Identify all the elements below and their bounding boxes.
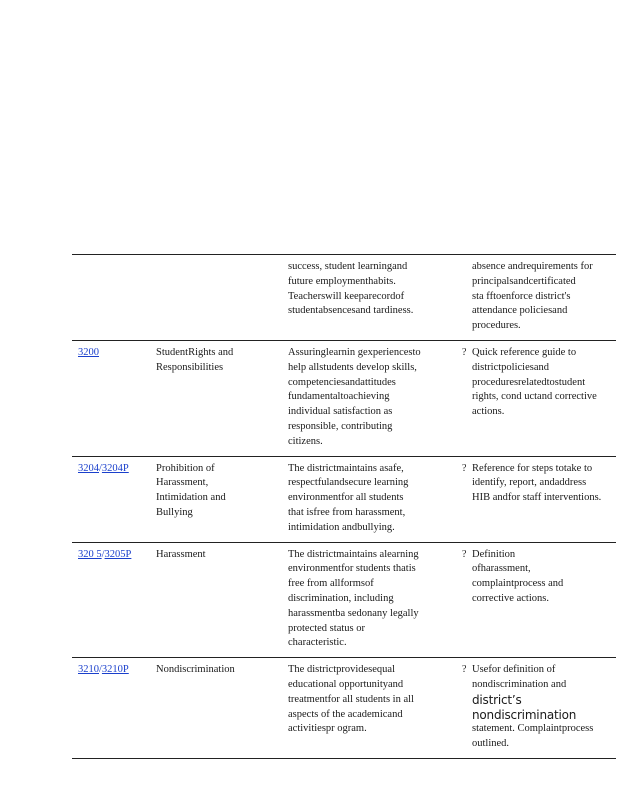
policy-code-link[interactable]: 3210 (78, 664, 99, 676)
purpose-cell: ? Definition ofharassment, complaintprocess and corrective actions. (462, 543, 616, 658)
description-cell: The districtprovidesequal educational opportunityand treatmentfor all students in all aspects of the academicand activitiespr ogram. (288, 664, 414, 735)
purpose-cell: absence andrequirements for principalsandcertificated sta fftoenforce district's attendance policiesand procedures. (472, 261, 593, 332)
code-separator: / (99, 664, 102, 676)
title-cell: StudentRights and Responsibilities (156, 346, 234, 373)
policy-code-link[interactable]: 3204 (78, 462, 99, 474)
title-cell: Harassment (156, 548, 206, 560)
table-row (72, 658, 616, 759)
policy-code-cell (72, 543, 156, 658)
bullet-glyph: ? (462, 548, 467, 560)
bullet-glyph: ? (462, 346, 467, 358)
table-row (72, 543, 616, 659)
description-cell: success, student learningand future employmenthabits. Teacherswill keeparecordof studentabsencesand tardiness. (288, 261, 414, 317)
table-row (72, 457, 616, 543)
procedure-code-link[interactable]: 3205P (104, 548, 132, 560)
policy-table (72, 254, 616, 759)
title-cell: Nondiscrimination (156, 664, 235, 676)
policy-code-cell (72, 457, 156, 542)
policy-code-link[interactable]: 320 5 (78, 548, 102, 560)
policy-code-link[interactable]: 3200 (78, 346, 99, 358)
description-cell: The districtmaintains asafe, respectfulandsecure learning environmentfor all students that isfree from harassment, intimidation andbullying. (288, 462, 409, 533)
bullet-glyph: ? (462, 462, 467, 474)
code-separator: / (99, 462, 102, 474)
code-separator: / (101, 548, 105, 560)
policy-code-cell (72, 658, 156, 758)
procedure-code-link[interactable]: 3204P (101, 462, 129, 474)
code-cell (72, 255, 156, 340)
description-cell: The districtmaintains alearning environmentfor students thatis free from allformsof discrimination, including harassmentba sedonany legally protected status or characteristic. (288, 548, 419, 649)
description-cell: Assuringlearnin gexperiencesto help allstudents develop skills, competenciesandattitudes fundamentaltoachieving individual satisfaction as responsible, contributing citizens. (288, 346, 421, 447)
purpose-cell: ? Quick reference guide to districtpoliciesand proceduresrelatedtostudent rights, cond uctand corrective actions. (462, 341, 616, 456)
table-row-continuation (72, 255, 616, 341)
table-row (72, 341, 616, 457)
title-cell: Prohibition of Harassment, Intimidation and Bullying (156, 462, 226, 518)
bullet-glyph: ? (462, 664, 467, 676)
purpose-cell: ? Usefor definition of nondiscrimination and district’s nondiscrimination statement. Complaintprocess outlined. (462, 658, 616, 758)
policy-code-cell (72, 341, 156, 456)
title-cell (156, 255, 282, 340)
procedure-code-link[interactable]: 3210P (101, 664, 129, 676)
purpose-cell: ? Reference for steps totake to identify, report, andaddress HIB andfor staff interventions. (462, 457, 616, 542)
